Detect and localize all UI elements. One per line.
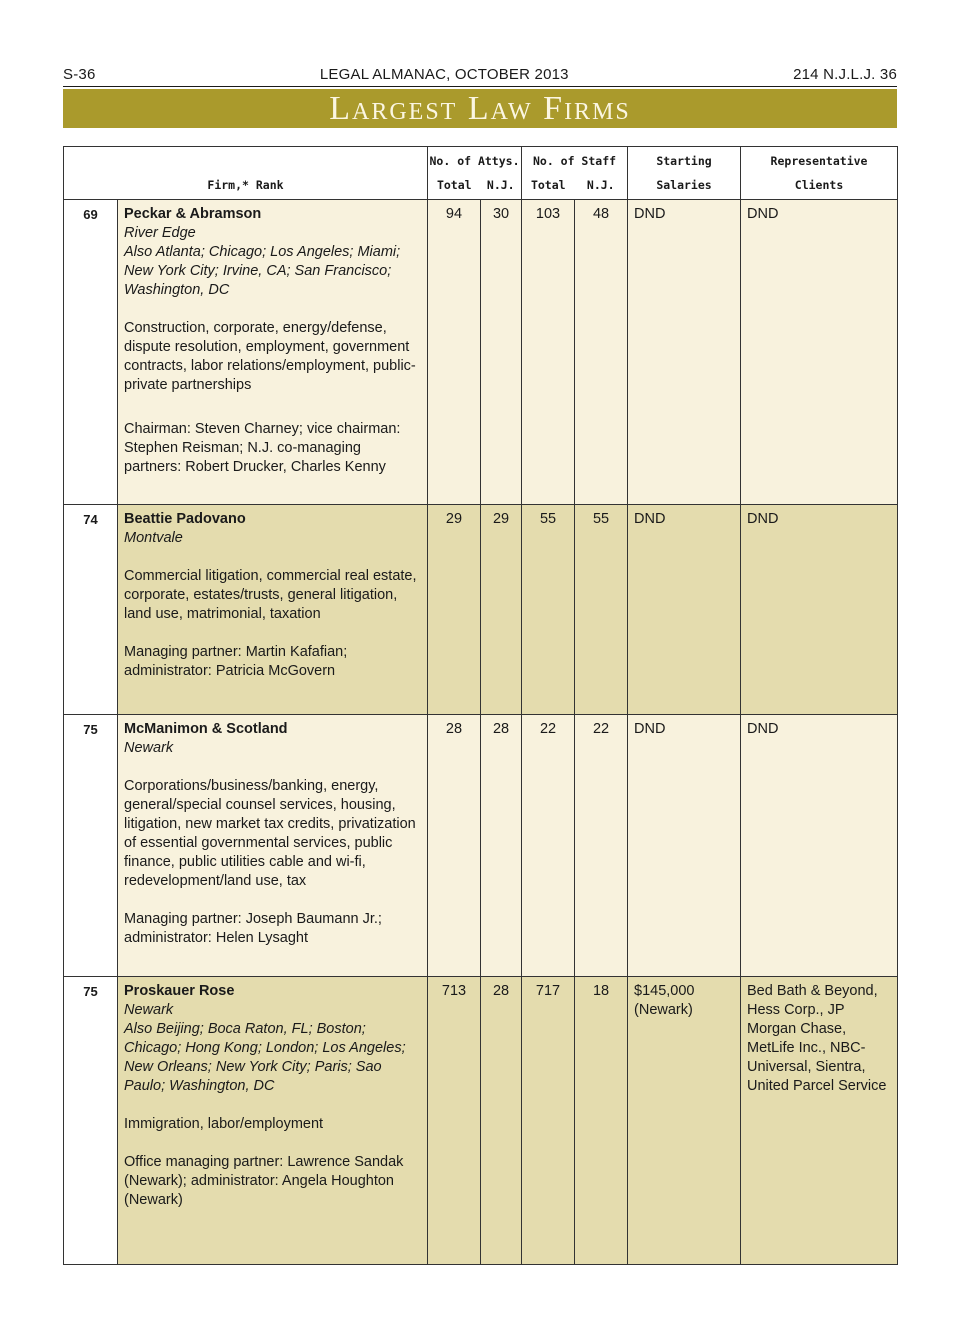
firm-location: Newark	[124, 740, 174, 756]
firm-name: Beattie Padovano	[124, 511, 246, 527]
firm-practice-areas: Construction, corporate, energy/defense, dispute resolution, employment, government contracts, labor relations/employment, public-private partnerships	[124, 320, 416, 393]
staff-total: 22	[522, 715, 575, 977]
attys-nj: 28	[481, 977, 522, 1265]
firm-details	[118, 505, 428, 715]
firm-rank: 74	[64, 505, 118, 715]
attys-total: 28	[428, 715, 481, 977]
firm-name: Proskauer Rose	[124, 983, 235, 999]
staff-nj: 22	[575, 715, 628, 977]
firm-management: Office managing partner: Lawrence Sandak (Newark); administrator: Angela Houghton (Newark)	[124, 1154, 404, 1208]
staff-total: 103	[522, 200, 575, 505]
attys-total: 94	[428, 200, 481, 505]
firm-rank: 75	[64, 715, 118, 977]
header-divider	[63, 86, 897, 87]
header-firm-rank: Firm,* Rank	[64, 174, 428, 200]
firm-rank: 69	[64, 200, 118, 505]
header-firm-blank	[64, 147, 428, 175]
header-attys: No. of Attys.	[428, 147, 522, 175]
attys-nj: 30	[481, 200, 522, 505]
header-staff: No. of Staff	[522, 147, 628, 175]
starting-salaries: $145,000 (Newark)	[628, 977, 741, 1265]
table-row	[64, 505, 898, 715]
firm-location: Montvale	[124, 530, 183, 546]
firm-name: Peckar & Abramson	[124, 206, 262, 222]
firm-other-offices: Also Atlanta; Chicago; Los Angeles; Miami; New York City; Irvine, CA; San Francisco; Washington, DC	[124, 244, 401, 298]
starting-salaries: DND	[628, 200, 741, 505]
firm-management: Managing partner: Martin Kafafian; administrator: Patricia McGovern	[124, 644, 348, 679]
issue-reference: 214 N.J.L.J. 36	[793, 65, 897, 83]
table-row	[64, 977, 898, 1265]
attys-nj: 29	[481, 505, 522, 715]
firm-name: McManimon & Scotland	[124, 721, 288, 737]
publication-title: LEGAL ALMANAC, OCTOBER 2013	[319, 65, 569, 83]
firm-practice-areas: Commercial litigation, commercial real estate, corporate, estates/trusts, general litigation, land use, matrimonial, taxation	[124, 568, 417, 622]
header-clients-top: Representative	[741, 147, 898, 175]
law-firms-table	[63, 146, 898, 1265]
page-number: S-36	[63, 65, 96, 83]
table-row	[64, 200, 898, 505]
attys-nj: 28	[481, 715, 522, 977]
representative-clients: DND	[741, 715, 898, 977]
header-salaries-top: Starting	[628, 147, 741, 175]
staff-total: 717	[522, 977, 575, 1265]
staff-nj: 48	[575, 200, 628, 505]
staff-nj: 55	[575, 505, 628, 715]
page-header	[63, 62, 897, 86]
firm-practice-areas: Immigration, labor/employment	[124, 1116, 324, 1132]
header-attys-total: Total	[428, 174, 481, 200]
firm-details	[118, 200, 428, 505]
section-title: Largest Law Firms	[63, 89, 897, 128]
starting-salaries: DND	[628, 505, 741, 715]
table-row	[64, 715, 898, 977]
representative-clients: Bed Bath & Beyond, Hess Corp., JP Morgan Chase, MetLife Inc., NBC-Universal, Sientra, United Parcel Service	[741, 977, 898, 1265]
header-salaries-bottom: Salaries	[628, 174, 741, 200]
firm-location: Newark	[124, 1002, 174, 1018]
attys-total: 29	[428, 505, 481, 715]
firm-practice-areas: Corporations/business/banking, energy, general/special counsel services, housing, litigation, new market tax credits, privatization of essential governmental services, public finance, public utilities cable and wi-fi, redevelopment/land use, tax	[124, 778, 416, 889]
firm-management: Managing partner: Joseph Baumann Jr.; administrator: Helen Lysaght	[124, 911, 382, 946]
header-clients-bottom: Clients	[741, 174, 898, 200]
firm-details	[118, 977, 428, 1265]
header-staff-total: Total	[522, 174, 575, 200]
firm-location: River Edge	[124, 225, 196, 241]
attys-total: 713	[428, 977, 481, 1265]
firm-management: Chairman: Steven Charney; vice chairman: Stephen Reisman; N.J. co-managing partners: Robert Drucker, Charles Kenny	[124, 421, 401, 475]
header-attys-nj: N.J.	[481, 174, 522, 200]
firm-details	[118, 715, 428, 977]
firm-rank: 75	[64, 977, 118, 1265]
staff-nj: 18	[575, 977, 628, 1265]
header-staff-nj: N.J.	[575, 174, 628, 200]
representative-clients: DND	[741, 505, 898, 715]
starting-salaries: DND	[628, 715, 741, 977]
staff-total: 55	[522, 505, 575, 715]
representative-clients: DND	[741, 200, 898, 505]
firm-other-offices: Also Beijing; Boca Raton, FL; Boston; Chicago; Hong Kong; London; Los Angeles; New Orleans; New York City; Paris; Sao Paulo; Washington, DC	[124, 1021, 406, 1094]
